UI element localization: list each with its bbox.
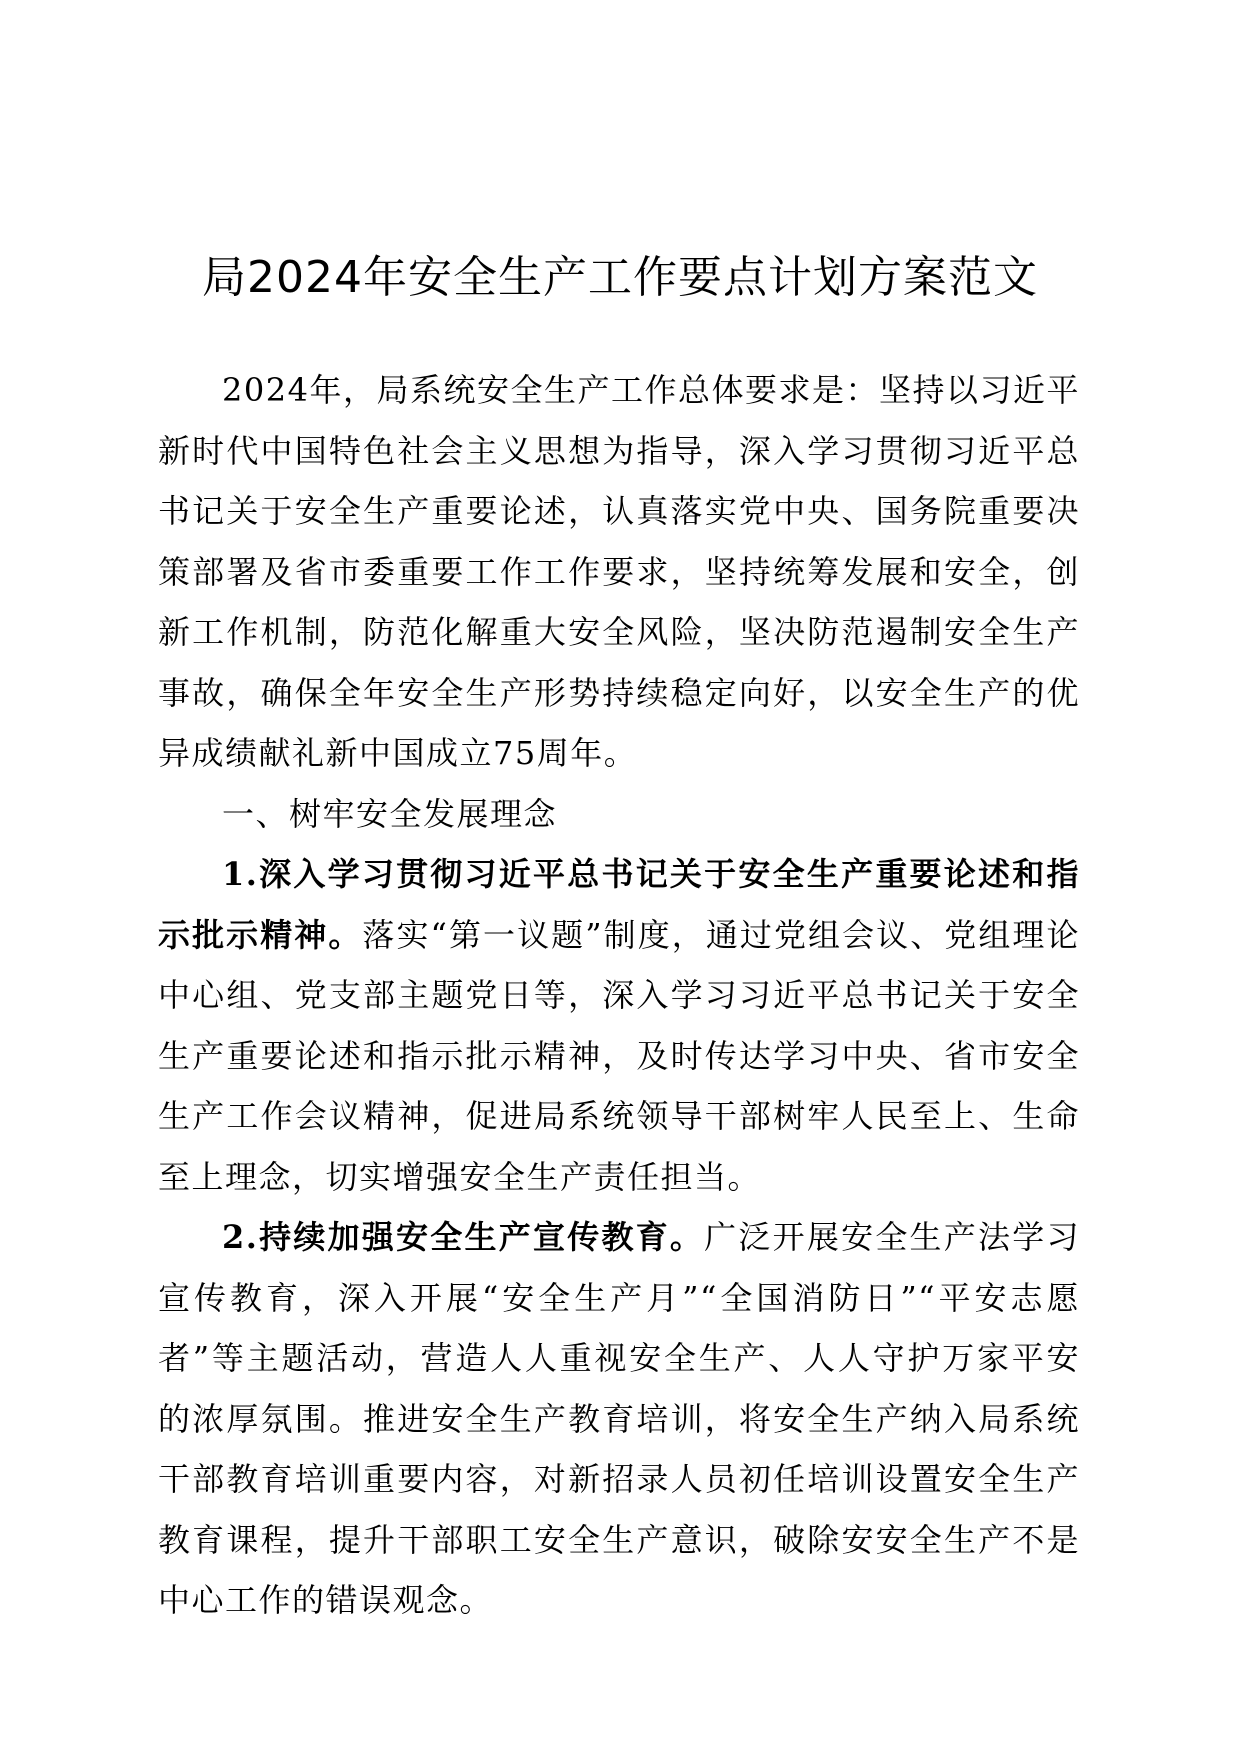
item-lead-1: 1.深入学习贯彻习近平总书记关于安全生产重要论述和指示批示精神。	[158, 855, 1080, 954]
document-body	[158, 360, 1080, 1631]
intro-paragraph: 2024年，局系统安全生产工作总体要求是：坚持以习近平新时代中国特色社会主义思想为指导，深入学习贯彻习近平总书记关于安全生产重要论述，认真落实党中央、国务院重要决策部署及省市委重要工作工作要求，坚持统筹发展和安全，创新工作机制，防范化解重大安全风险，坚决防范遏制安全生产事故，确保全年安全生产形势持续稳定向好，以安全生产的优异成绩献礼新中国成立75周年。	[158, 371, 1080, 772]
item-text-1: 落实“第一议题”制度，通过党组会议、党组理论中心组、党支部主题党日等，深入学习习近平总书记关于安全生产重要论述和指示批示精神，及时传达学习中央、省市安全生产工作会议精神，促进局系统领导干部树牢人民至上、生命至上理念，切实增强安全生产责任担当。	[158, 915, 1080, 1196]
section-heading-1: 一、树牢安全发展理念	[222, 794, 558, 833]
item-paragraph-2	[158, 1207, 1080, 1631]
item-paragraph-1	[158, 844, 1080, 1207]
document-title: 局2024年安全生产工作要点计划方案范文	[202, 252, 1038, 303]
item-text-2: 广泛开展安全生产法学习宣传教育，深入开展“安全生产月”“全国消防日”“平安志愿者”等主题活动，营造人人重视安全生产、人人守护万家平安的浓厚氛围。推进安全生产教育培训，将安全生产纳入局系统干部教育培训重要内容，对新招录人员初任培训设置安全生产教育课程，提升干部职工安全生产意识，破除安安全生产不是中心工作的错误观念。	[158, 1218, 1080, 1619]
item-lead-2: 2.持续加强安全生产宣传教育。	[222, 1218, 705, 1256]
